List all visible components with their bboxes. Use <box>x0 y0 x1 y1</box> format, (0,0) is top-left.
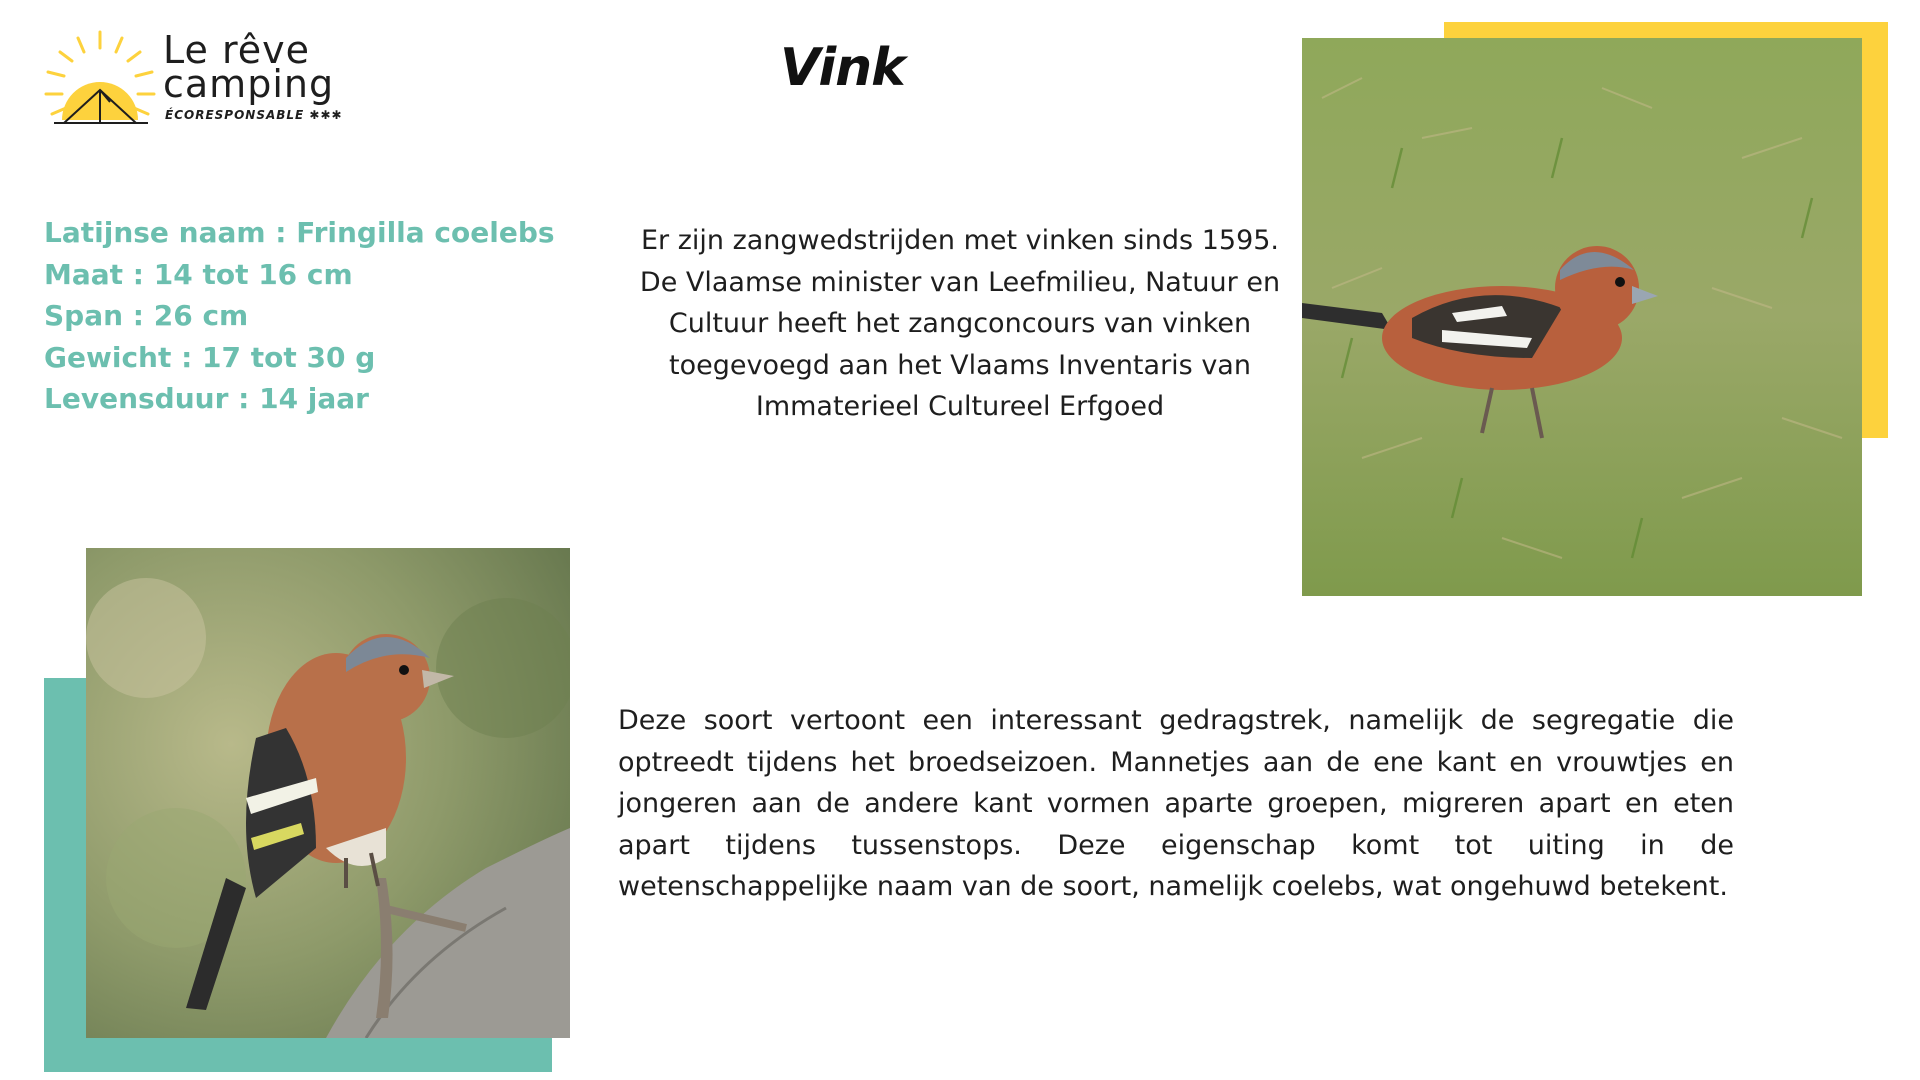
chaffinch-on-branch-image <box>86 548 570 1038</box>
chaffinch-branch-photo <box>86 548 570 1038</box>
camping-logo <box>40 28 360 128</box>
intro-paragraph: Er zijn zangwedstrijden met vinken sinds 1595. De Vlaamse minister van Leefmilieu, Natuur en Cultuur heeft het zangconcours van vinken toegevoegd aan het Vlaams Inventaris van Immaterieel Cultureel Erfgoed <box>639 225 1281 422</box>
fact-size: Maat : 14 tot 16 cm <box>44 257 353 291</box>
sun-tent-icon <box>40 28 160 128</box>
species-facts <box>44 212 604 420</box>
fact-weight: Gewicht : 17 tot 30 g <box>44 340 376 374</box>
fact-latin-name: Latijnse naam : Fringilla coelebs <box>44 216 555 249</box>
fact-lifespan: Levensduur : 14 jaar <box>44 382 369 415</box>
body-paragraph: Deze soort vertoont een interessant gedragstrek, namelijk de segregatie die optreedt tijdens het broedseizoen. Mannetjes aan de ene kant en vrouwtjes en jongeren aan de andere kant vormen aparte groepen, migreren apart en eten apart tijdens tussenstops. Deze eigenschap komt tot uiting in de wetenschappelijke naam van de soort, namelijk coelebs, wat ongehuwd betekent. <box>618 705 1734 902</box>
page-title: Vink <box>780 38 905 98</box>
chaffinch-on-grass-image <box>1302 38 1862 596</box>
logo-tagline: ÉCORESPONSABLE ✱✱✱ <box>165 108 343 122</box>
logo-name-line1: Le rêve <box>163 28 310 72</box>
fact-wingspan: Span : 26 cm <box>44 299 249 332</box>
chaffinch-grass-photo <box>1302 38 1862 596</box>
logo-name-line2: camping <box>163 62 335 106</box>
